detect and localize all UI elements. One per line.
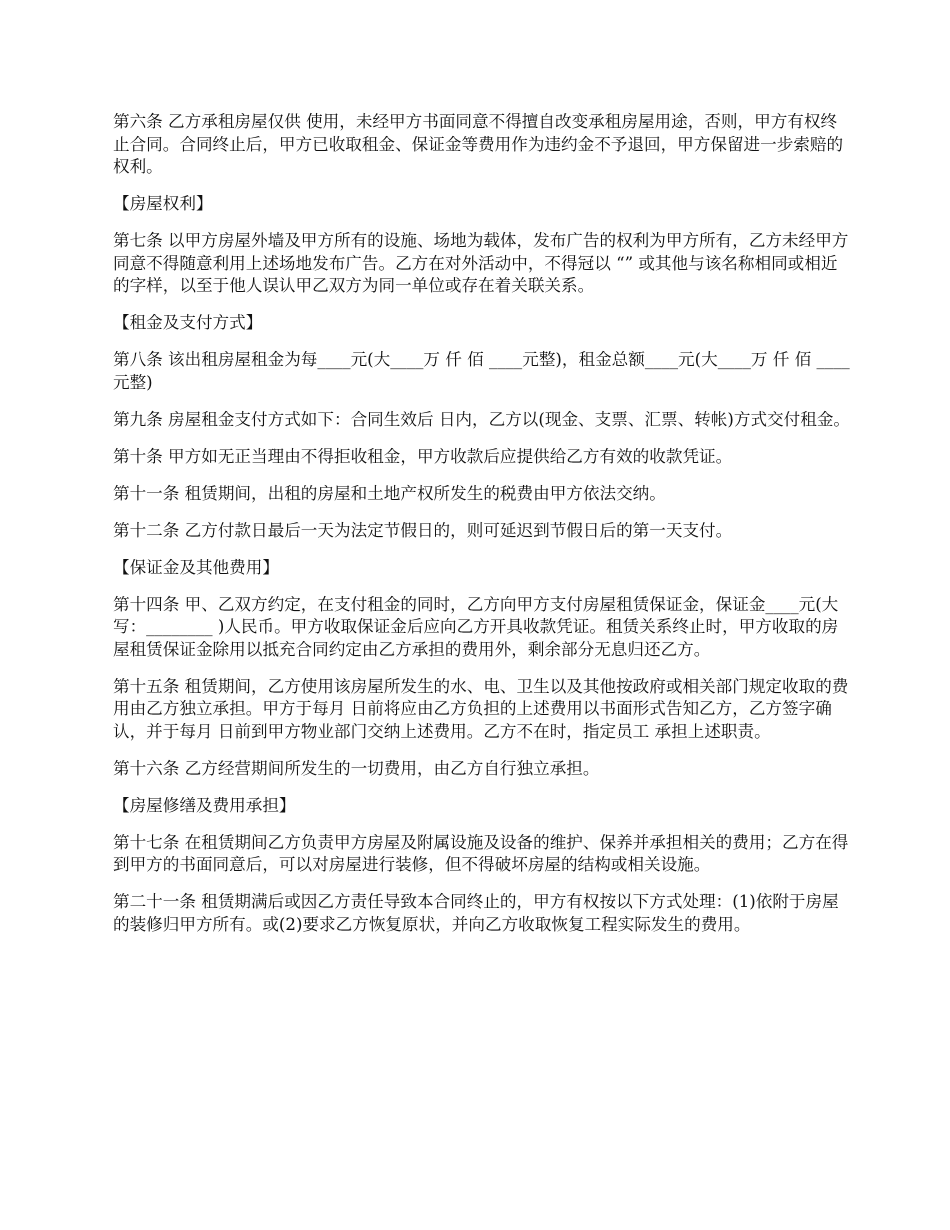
clause-10: 第十条 甲方如无正当理由不得拒收租金，甲方收款后应提供给乙方有效的收款凭证。 xyxy=(113,446,733,466)
clause-21: 第二十一条 租赁期满后或因乙方责任导致本合同终止的，甲方有权按以下方式处理：(1)依附于房屋的装修归甲方所有。或(2)要求乙方恢复原状，并向乙方收取恢复工程实际发生的费用。 xyxy=(113,892,839,934)
clause-7: 第七条 以甲方房屋外墙及甲方所有的设施、场地为载体，发布广告的权利为甲方所有，乙方未经甲方同意不得随意利用上述场地发布广告。乙方在对外活动中，不得冠以 “” 或其他与该名称相同或相近的字样，以至于他人误认甲乙双方为同一单位或存在着关联关系。 xyxy=(113,231,849,295)
section-heading-deposit: 【保证金及其他费用】 xyxy=(113,557,279,577)
section-heading-repair: 【房屋修缮及费用承担】 xyxy=(113,795,296,815)
clause-9: 第九条 房屋租金支付方式如下：合同生效后 日内，乙方以(现金、支票、汇票、转帐)方式交付租金。 xyxy=(113,409,851,429)
clause-11: 第十一条 租赁期间，出租的房屋和土地产权所发生的税费由甲方依法交纳。 xyxy=(113,483,666,503)
section-heading-rights: 【房屋权利】 xyxy=(113,194,213,213)
section-heading-rent: 【租金及支付方式】 xyxy=(113,313,263,332)
clause-16: 第十六条 乙方经营期间所发生的一切费用，由乙方自行独立承担。 xyxy=(113,758,600,778)
clause-15: 第十五条 租赁期间，乙方使用该房屋所发生的水、电、卫生以及其他按政府或相关部门规定收取的费用由乙方独立承担。甲方于每月 日前将应由乙方负担的上述费用以书面形式告知乙方，乙方签字确认，并于每月 日前到甲方物业部门交纳上述费用。乙方不在时，指定员工 承担上述职责。 xyxy=(113,676,849,741)
clause-12: 第十二条 乙方付款日最后一天为法定节假日的，则可延迟到节假日后的第一天支付。 xyxy=(113,520,733,540)
clause-6: 第六条 乙方承租房屋仅供 使用，未经甲方书面同意不得擅自改变承租房屋用途，否则，甲方有权终止合同。合同终止后，甲方已收取租金、保证金等费用作为违约金不予退回，甲方保留进一步索赔的权利。 xyxy=(113,112,844,176)
clause-14: 第十四条 甲、乙双方约定，在支付租金的同时，乙方向甲方支付房屋租赁保证金，保证金____元(大写：________ )人民币。甲方收取保证金后应向乙方开具收款凭证。租赁关系终止时，甲方收取的房屋租赁保证金除用以抵充合同约定由乙方承担的费用外，剩余部分无息归还乙方。 xyxy=(113,594,839,659)
clause-17: 第十七条 在租赁期间乙方负责甲方房屋及附属设施及设备的维护、保养并承担相关的费用；乙方在得到甲方的书面同意后，可以对房屋进行装修，但不得破坏房屋的结构或相关设施。 xyxy=(113,832,849,874)
clause-8: 第八条 该出租房屋租金为每____元(大____万 仟 佰 ____元整)，租金总额____元(大____万 仟 佰 ____元整) xyxy=(113,350,850,392)
document-body xyxy=(113,111,853,951)
